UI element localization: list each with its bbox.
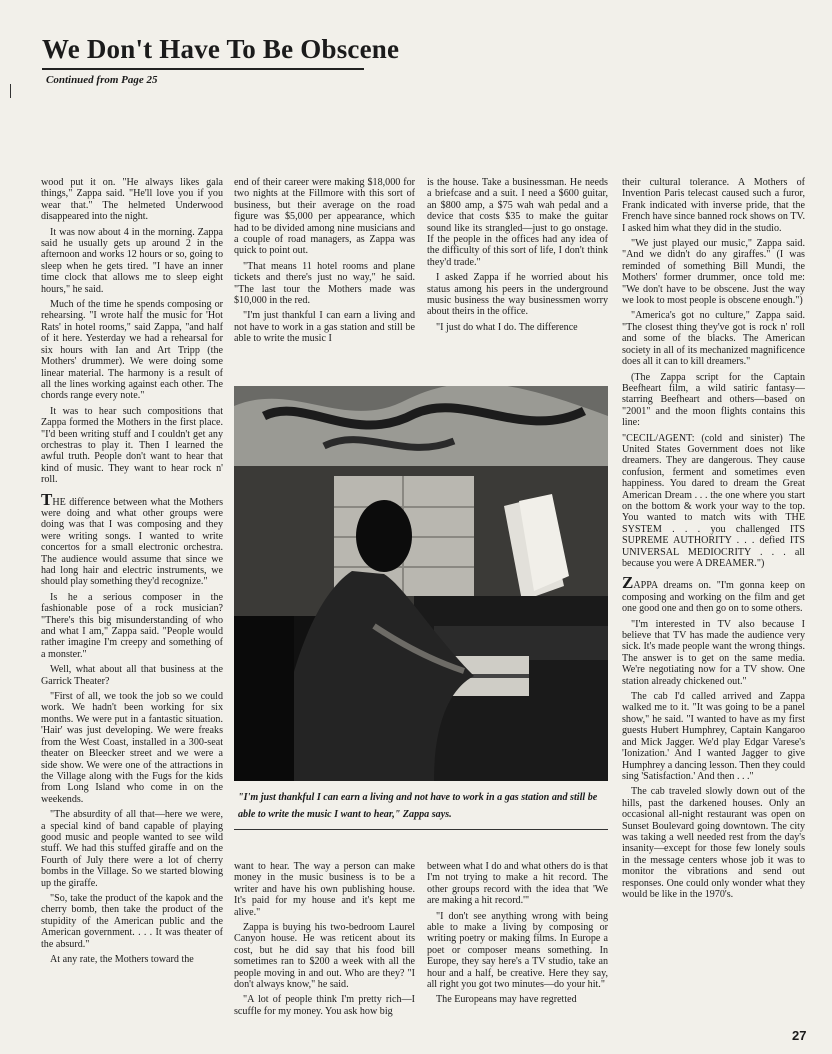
paragraph: It was now about 4 in the morning. Zappa said he usually gets up around 2 in the afternoon and works 12 hours or so, going to sleep when he gets tired. "I have an inner time clock that allows me to sleep eight hours," he said. xyxy=(41,226,223,295)
article-column-2-bottom xyxy=(234,861,415,1046)
continued-from-note: Continued from Page 25 xyxy=(46,74,158,86)
paragraph-text: HE difference between what the Mothers were doing and what other groups were doing was that I was composing and they were writing songs. I wanted to write concertos for a small electronic orchestra. The audience would assume that since we had long hair and electric instruments, we should play something they'd recognize." xyxy=(41,496,223,588)
paragraph: Much of the time he spends composing or rehearsing. "I wrote half the music for 'Hot Rats' in hotel rooms," said Zappa, "and half of it here. Yesterday we had a rehearsal for six hours with Ian and Art Tripp (the Mothers' drummer). We were doing some linear material. The harmony is a result of all the lines working against each other. The chords range every note." xyxy=(41,299,223,402)
paragraph: I asked Zappa if he worried about his status among his peers in the underground music business the way businessmen worry about theirs in the office. xyxy=(427,272,608,318)
paragraph: "I just do what I do. The difference xyxy=(436,321,578,333)
paragraph-dropcap xyxy=(41,489,223,588)
paragraph: "A lot of people think I'm pretty rich—I scuffle for my money. You ask how big xyxy=(234,994,415,1017)
paragraph: wood put it on. "He always likes gala things," Zappa said. "He'll love you if you wear that." The helmeted Underwood disappeared into the night. xyxy=(41,177,223,223)
drop-cap: T xyxy=(41,489,53,509)
photo-caption: "I'm just thankful I can earn a living and not have to work in a gas station and still be able to write the music I want to hear," Zappa says. xyxy=(238,792,598,820)
margin-mark xyxy=(10,84,11,98)
paragraph: "I don't see anything wrong with being able to make a living by composing or writing poetry or making films. In Europe a poet or composer means something. In Europe, they say here's a TV studio, take an hour and a half, be creative. Here they say, all right you got two minutes—do your hit." xyxy=(427,910,608,991)
paragraph: "America's got no culture," Zappa said. "The closest thing they've got is rock n' roll and some of the blacks. The American society in all of its mechanized magnificence does all it can to kill dreamers." xyxy=(622,310,805,368)
paragraph-text: APPA dreams on. "I'm gonna keep on composing and working on the film and get one good one and then go on to some others. xyxy=(622,580,805,615)
paragraph: The Europeans may have regretted xyxy=(436,994,577,1006)
article-column-3-top xyxy=(427,177,608,379)
paragraph: "First of all, we took the job so we could work. We hadn't been working for six months. We were put in a fantastic situation. 'Hair' was just developing. We were freaks from the West Coast, installed in a 300-seat theater on Bleecker street and we were a side show. We were one of the attractions in the Village along with the Fugs for the kids from Long Island who come in on the weekends. xyxy=(41,691,223,805)
paragraph: "We just played our music," Zappa said. "And we didn't do any giraffes." (I was reminded of something Bill Mundi, the Mothers' former drummer, once told me: "We don't have to be obscene. Just the way we look to most people is obscene enough.") xyxy=(622,238,805,307)
paragraph: "So, take the product of the kapok and the cherry bomb, then take the product of the stupidity of the American public and the American government. . . . It was theater of the absurd." xyxy=(41,892,223,950)
paragraph: "I'm interested in TV also because I believe that TV has made the audience very sick. It's made people want the wrong things. The answer is to get on the same media. We're negotiating now for a TV show. One station already chickened out." xyxy=(622,618,805,687)
paragraph: want to hear. The way a person can make money in the music business is to be a writer and have his own publishing house. It's paid for my house and it's kept me alive." xyxy=(234,861,415,918)
paragraph: The cab I'd called arrived and Zappa walked me to it. "It was going to be a panel show," he said. "I wanted to have as my first guests Hubert Humphrey, Captain Kangaroo and Mick Jagger. We'd play Edgar Varese's 'Ionization.' And I wanted Jagger to give Humphrey a dancing lesson. Then they could sing 'Satisfaction.' And then . . ." xyxy=(622,691,805,782)
paragraph: between what I do and what others do is that I'm not trying to make a hit record. The other groups record with the idea that 'We are making a hit record.'" xyxy=(427,861,608,907)
paragraph: It was to hear such compositions that Zappa formed the Mothers in the first place. "I'd been writing stuff and I couldn't get any orchestras to play it. Then I learned the awful truth. People don't want to hear that kind of music. They want to hear rock n' roll. xyxy=(41,405,223,486)
headline: We Don't Have To Be Obscene xyxy=(42,34,400,64)
paragraph-dropcap xyxy=(622,573,805,615)
photo-illustration xyxy=(234,386,608,781)
paragraph: The cab traveled slowly down out of the hills, past the darkened houses. Only an occasional all-night restaurant was open on Sunset Boulevard going downtown. The city was taking a well needed rest from the day's insanity—except for those few lonely souls in the message centers whose job it was to monitor the vibrations and send out responses. One could only wonder what they would be like in the 1970's. xyxy=(622,786,805,900)
paragraph: (The Zappa script for the Captain Beefheart film, a wild satiric fantasy—starring Beefheart and others—based on "2001" and the moon flights contains this line: xyxy=(622,371,805,429)
drop-cap: Z xyxy=(622,573,634,593)
paragraph: "The absurdity of all that—here we were, a special kind of band capable of playing good music and people wanted to see wild stuff. We had this stuffed giraffe and on the Fourth of July there were a lot of cherry bombs in the Village. So we started blowing up the giraffe. xyxy=(41,809,223,889)
paragraph: Well, what about all that business at the Garrick Theater? xyxy=(41,664,223,687)
paragraph: Is he a serious composer in the fashionable pose of a rock musician? "There's this big misunderstanding of who and what I am," Zappa said. "People would rather imagine I'm creepy and something of a monster." xyxy=(41,591,223,660)
paragraph: "CECIL/AGENT: (cold and sinister) The United States Government does not like dreamers. They are dangerous. They cause confusion, ferment and sometimes even happiness. You dared to dream the Great American Dream . . . the one where you start on the bottom & work your way to the top. You wanted to match wits with THE SYSTEM . . . you challenged ITS SUPREME AUTHORITY . . . defied ITS UNIVERSAL MEDIOCRITY . . . all because you were A DREAMER.") xyxy=(622,432,805,569)
paragraph: "I'm just thankful I can earn a living and not have to work in a gas station and still be able to write the music I xyxy=(234,310,415,345)
page-number: 27 xyxy=(792,1028,807,1043)
paragraph: their cultural tolerance. A Mothers of Invention Paris telecast caused such a furor, Frank indicated with inverse pride, that the French have since banned rock shows on TV. I asked him what they did in the studio. xyxy=(622,177,805,234)
paragraph: is the house. Take a businessman. He needs a briefcase and a suit. I need a $600 guitar, an $800 amp, a $75 wah wah pedal and a device that costs $35 to make the guitar sound like its strangled—just to go onstage. If the people in the offices had any idea of the difficulty of this sort of life, I don't think they'd trade." xyxy=(427,177,608,268)
article-column-2-top xyxy=(234,177,415,379)
piano-photo xyxy=(234,386,608,781)
caption-rule xyxy=(234,829,608,830)
paragraph: Zappa is buying his two-bedroom Laurel Canyon house. He was reticent about its cost, but he did say that his food bill sometimes ran to $200 a week with all the people moving in and out. Who are they? "I don't always know," he said. xyxy=(234,922,415,991)
paragraph: At any rate, the Mothers toward the xyxy=(50,954,194,965)
article-column-1 xyxy=(41,177,223,1049)
headline-rule xyxy=(42,68,364,70)
paragraph: "That means 11 hotel rooms and plane tickets and there's just no way," he said. "The last tour the Mothers made was $10,000 in the red. xyxy=(234,260,415,307)
article-column-3-bottom xyxy=(427,861,608,1046)
article-column-4 xyxy=(622,177,805,1037)
paragraph: end of their career were making $18,000 for two nights at the Fillmore with this sort of business, but their average on the road figure was $5,000 per appearance, which had to be divided among nine musicians and a couple of road managers, as Zappa was quick to point out. xyxy=(234,177,415,257)
